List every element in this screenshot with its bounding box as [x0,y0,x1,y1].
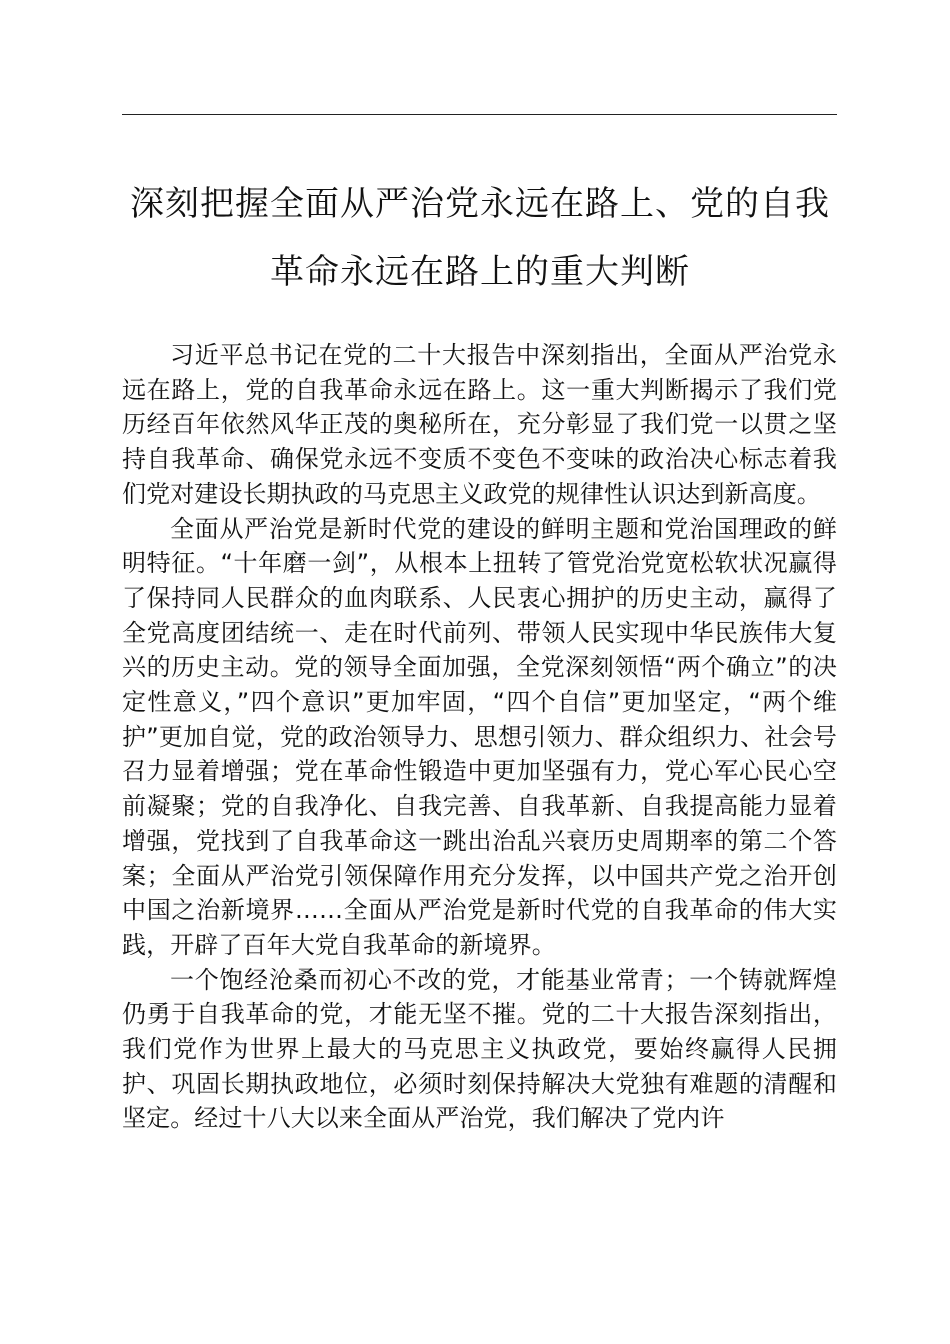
paragraph-1: 习近平总书记在党的二十大报告中深刻指出，全面从严治党永远在路上，党的自我革命永远在路上。这一重大判断揭示了我们党历经百年依然风华正茂的奥秘所在，充分彰显了我们党一以贯之坚持自我革命、确保党永远不变质不变色不变味的政治决心标志着我们党对建设长期执政的马克思主义政党的规律性认识达到新高度。 [122,341,837,508]
document-title [100,170,860,306]
title-line-2: 革命永远在路上的重大判断 [270,252,690,292]
header-rule [122,114,837,115]
document-body [122,338,837,1136]
title-line-1: 深刻把握全面从严治党永远在路上、党的自我 [130,184,830,224]
paragraph-2: 全面从严治党是新时代党的建设的鲜明主题和党治国理政的鲜明特征。“十年磨一剑”，从根本上扭转了管党治党宽松软状况赢得了保持同人民群众的血肉联系、人民衷心拥护的历史主动，赢得了全党高度团结统一、走在时代前列、带领人民实现中华民族伟大复兴的历史主动。党的领导全面加强，全党深刻领悟“两个确立”的决定性意义，”四个意识”更加牢固，“四个自信”更加坚定，“两个维护”更加自觉，党的政治领导力、思想引领力、群众组织力、社会号召力显着增强；党在革命性锻造中更加坚强有力，党心军心民心空前凝聚；党的自我净化、自我完善、自我革新、自我提高能力显着增强，党找到了自我革命这一跳出治乱兴衰历史周期率的第二个答案；全面从严治党引领保障作用充分发挥，以中国共产党之治开创中国之治新境界……全面从严治党是新时代党的自我革命的伟大实践，开辟了百年大党自我革命的新境界。 [122,514,837,959]
paragraph-3: 一个饱经沧桑而初心不改的党，才能基业常青；一个铸就辉煌仍勇于自我革命的党，才能无坚不摧。党的二十大报告深刻指出，我们党作为世界上最大的马克思主义执政党，要始终赢得人民拥护、巩固长期执政地位，必须时刻保持解决大党独有难题的清醒和坚定。经过十八大以来全面从严治党，我们解决了党内许 [122,965,837,1133]
